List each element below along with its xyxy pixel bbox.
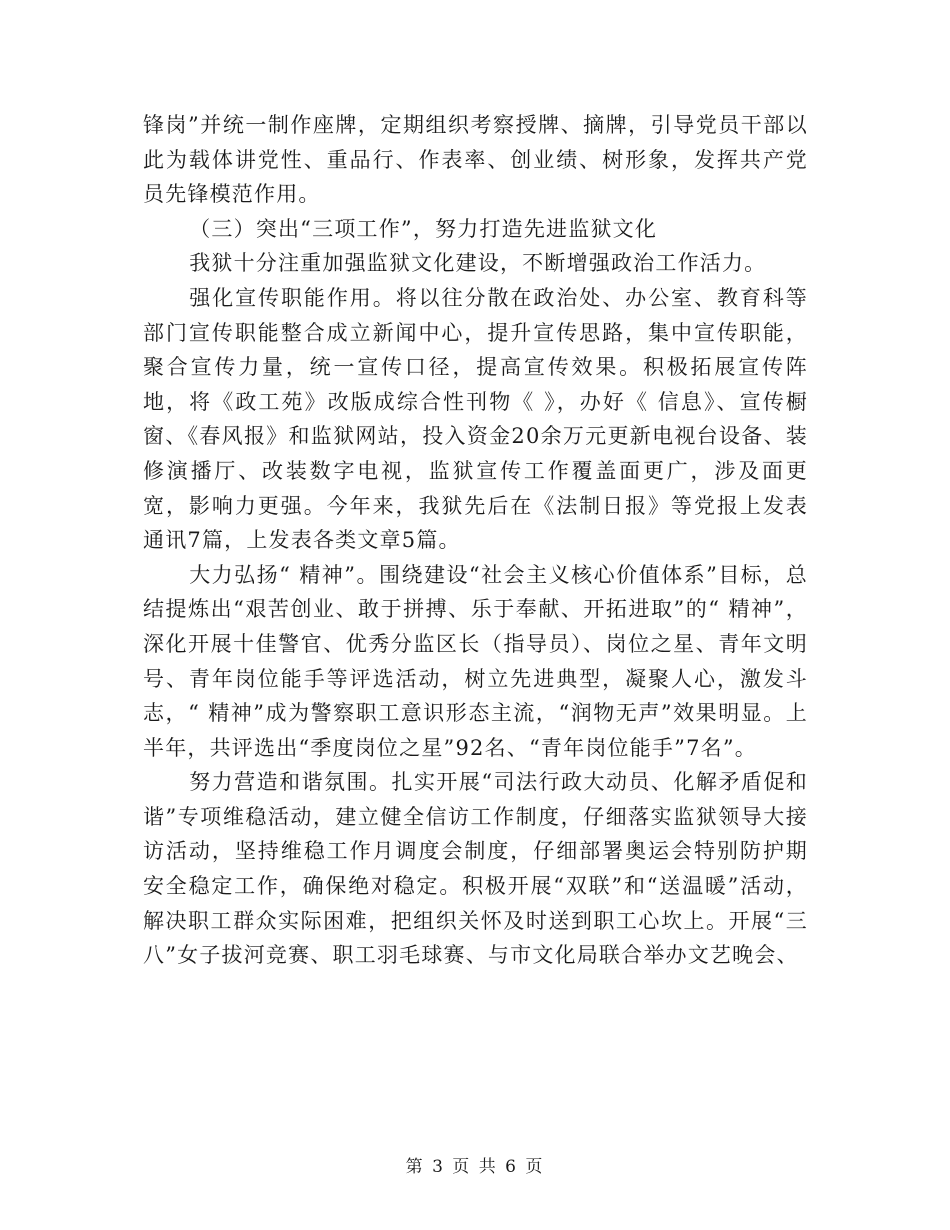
paragraph-spirit: 大力弘扬“ 精神”。围绕建设“社会主义核心价值体系”目标，总结提炼出“艰苦创业、敢于拼搏、乐于奉献、开拓进取”的“ 精神”，深化开展十佳警官、优秀分监区长（指导员）、岗位之星、青年文明号、青年岗位能手等评选活动，树立先进典型，凝聚人心，激发斗志，“ 精神”成为警察职工意识形态主流，“润物无声”效果明显。上半年，共评选出“季度岗位之星”92名、“青年岗位能手”7名”。: [143, 562, 808, 760]
paragraph-continuation: 锋岗”并统一制作座牌，定期组织考察授牌、摘牌，引导党员干部以此为载体讲党性、重品行、作表率、创业绩、树形象，发挥共产党员先锋模范作用。: [143, 113, 808, 207]
document-body: [143, 108, 808, 973]
paragraph-intro: 我狱十分注重加强监狱文化建设，不断增强政治工作活力。: [189, 251, 767, 276]
section-heading: （三）突出“三项工作”，努力打造先进监狱文化: [189, 216, 658, 241]
paragraph-harmony: 努力营造和谐氛围。扎实开展“司法行政大动员、化解矛盾促和谐”专项维稳活动，建立健全信访工作制度，仔细落实监狱领导大接访活动，坚持维稳工作月调度会制度，仔细部署奥运会特别防护期安全稳定工作，确保绝对稳定。积极开展“双联”和“送温暖”活动，解决职工群众实际困难，把组织关怀及时送到职工心坎上。开展“三八”女子拔河竞赛、职工羽毛球赛、与市文化局联合举办文艺晚会、: [143, 770, 808, 968]
page-number-footer: 第 3 页 共 6 页: [405, 1157, 545, 1177]
paragraph-publicity: 强化宣传职能作用。将以往分散在政治处、办公室、教育科等部门宣传职能整合成立新闻中心，提升宣传思路，集中宣传职能，聚合宣传力量，统一宣传口径，提高宣传效果。积极拓展宣传阵地，将《政工苑》改版成综合性刊物《 》，办好《 信息》、宣传橱窗、《春风报》和监狱网站，投入资金20余万元更新电视台设备、装修演播厅、改装数字电视，监狱宣传工作覆盖面更广，涉及面更宽，影响力更强。今年来，我狱先后在《法制日报》等党报上发表通讯7篇，上发表各类文章5篇。: [143, 285, 808, 553]
